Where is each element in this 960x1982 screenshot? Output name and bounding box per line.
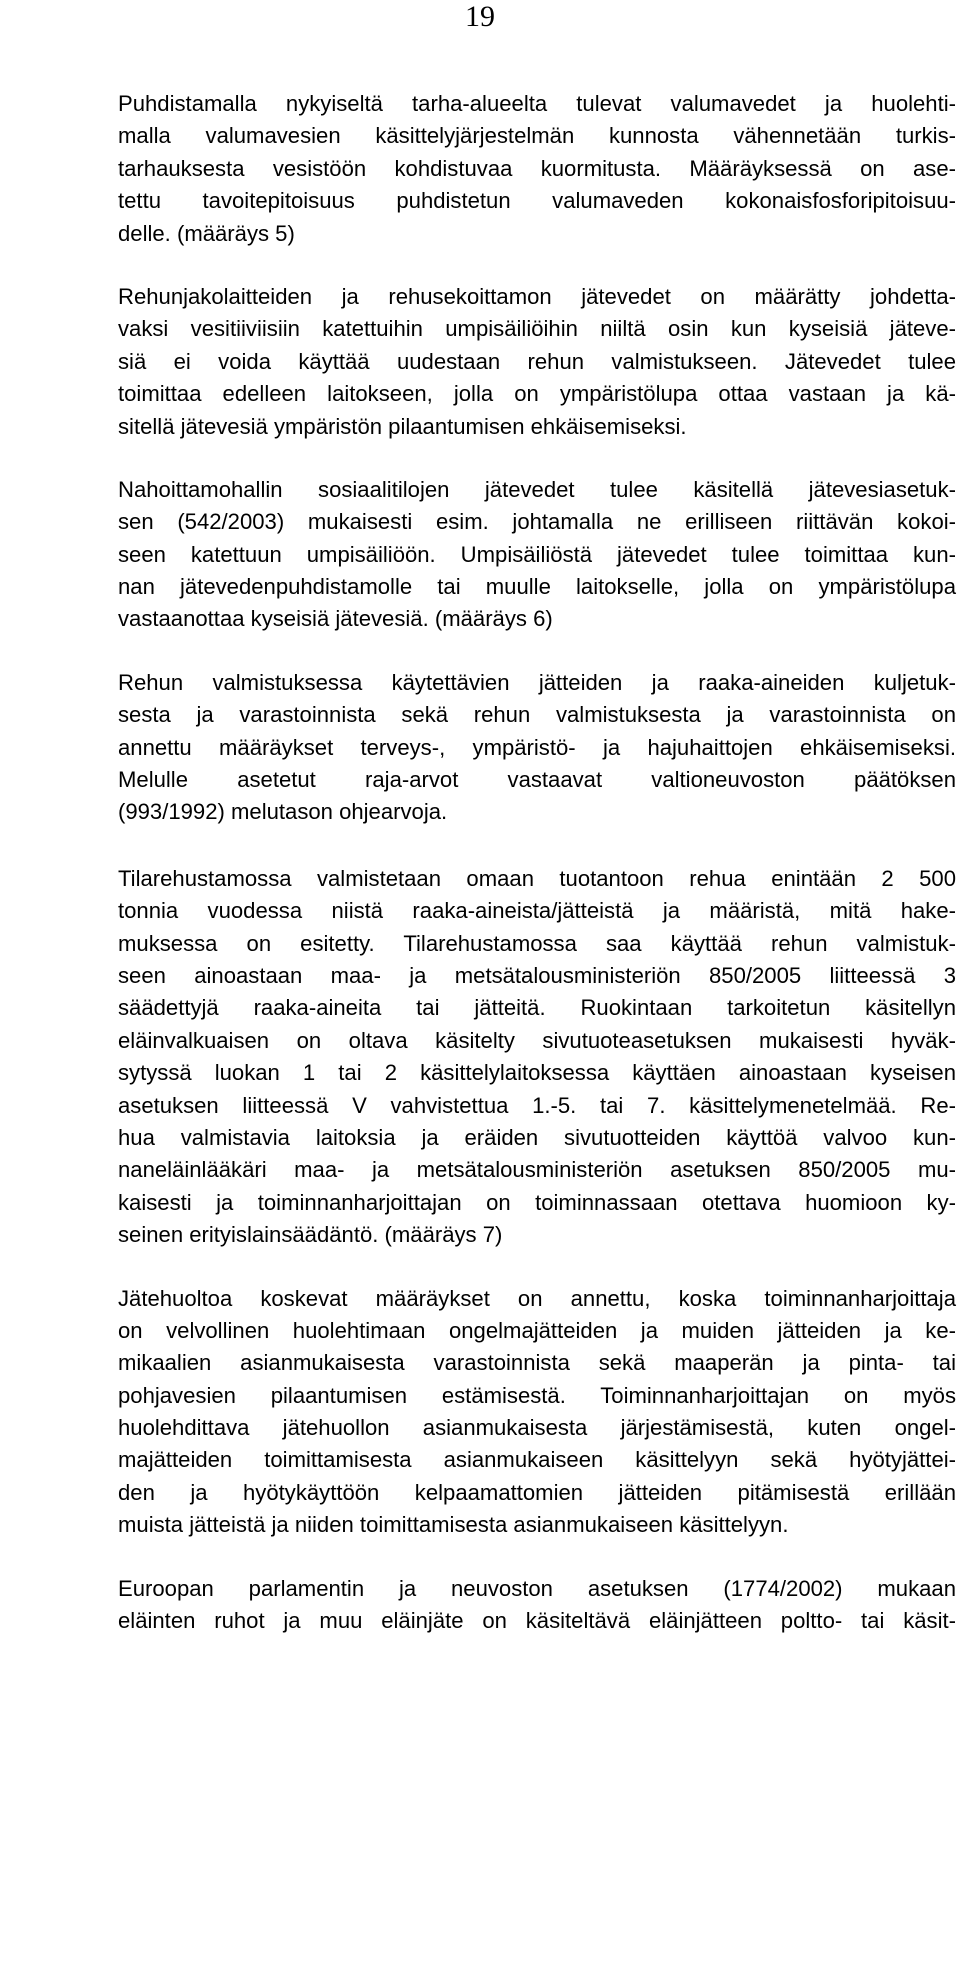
text-line: vaksi vesitiiviisiin katettuihin umpisäiliöihin niiltä osin kun kyseisiä jäteve-	[118, 316, 956, 342]
paragraph	[118, 1283, 956, 1542]
text-line: Melulle asetetut raja-arvot vastaavat valtioneuvoston päätöksen	[118, 767, 956, 793]
paragraph-spacer	[118, 250, 956, 281]
text-line: seen ainoastaan maa- ja metsätalousministeriön 850/2005 liitteessä 3	[118, 962, 956, 988]
text-line: muksessa on esitetty. Tilarehustamossa saa käyttää rehun valmistuk-	[118, 930, 956, 956]
text-line: seinen erityislainsäädäntö. (määräys 7)	[118, 1222, 503, 1248]
text-line: pohjavesien pilaantumisen estämisestä. Toiminnanharjoittajan on myös	[118, 1382, 956, 1408]
text-line: asetuksen liitteessä V vahvistettua 1.-5. tai 7. käsittelymenetelmää. Re-	[118, 1092, 956, 1118]
text-line: Tilarehustamossa valmistetaan omaan tuotantoon rehua enintään 2 500	[118, 865, 956, 891]
text-line: annettu määräykset terveys-, ympäristö- ja hajuhaittojen ehkäisemiseksi.	[118, 734, 956, 760]
paragraph	[118, 474, 956, 636]
paragraph	[118, 88, 956, 250]
text-line: mikaalien asianmukaisesta varastoinnista sekä maaperän ja pinta- tai	[118, 1350, 956, 1376]
paragraph-spacer	[118, 636, 956, 667]
text-line: Rehun valmistuksessa käytettävien jätteiden ja raaka-aineiden kuljetuk-	[118, 669, 956, 695]
text-line: eläinvalkuaisen on oltava käsitelty sivutuoteasetuksen mukaisesti hyväk-	[118, 1027, 956, 1053]
text-line: delle. (määräys 5)	[118, 220, 295, 246]
text-line: Rehunjakolaitteiden ja rehusekoittamon jätevedet on määrätty johdetta-	[118, 283, 956, 309]
text-line: eläinten ruhot ja muu eläinjäte on käsiteltävä eläinjätteen poltto- tai käsit-	[118, 1608, 956, 1634]
text-line: hua valmistavia laitoksia ja eräiden sivutuotteiden käyttöä valvoo kun-	[118, 1124, 956, 1150]
text-line: muista jätteistä ja niiden toimittamisesta asianmukaiseen käsittelyyn.	[118, 1512, 789, 1538]
paragraph	[118, 667, 956, 829]
text-line: seen katettuun umpisäiliöön. Umpisäiliöstä jätevedet tulee toimittaa kun-	[118, 541, 956, 567]
text-line: toimittaa edelleen laitokseen, jolla on ympäristölupa ottaa vastaan ja kä-	[118, 381, 956, 407]
paragraph-spacer	[118, 829, 956, 863]
text-line: majätteiden toimittamisesta asianmukaiseen käsittelyyn sekä hyötyjättei-	[118, 1447, 956, 1473]
text-line: siä ei voida käyttää uudestaan rehun valmistukseen. Jätevedet tulee	[118, 348, 956, 374]
paragraph	[118, 1573, 956, 1638]
text-line: on velvollinen huolehtimaan ongelmajätteiden ja muiden jätteiden ja ke-	[118, 1317, 956, 1343]
paragraph-spacer	[118, 1252, 956, 1283]
text-line: sitellä jätevesiä ympäristön pilaantumisen ehkäisemiseksi.	[118, 413, 687, 439]
text-line: tettu tavoitepitoisuus puhdistetun valumaveden kokonaisfosforipitoisuu-	[118, 188, 956, 214]
text-line: sesta ja varastoinnista sekä rehun valmistuksesta ja varastoinnista on	[118, 702, 956, 728]
text-line: vastaanottaa kyseisiä jätevesiä. (määräys 6)	[118, 606, 553, 632]
text-line: huolehdittava jätehuollon asianmukaisesta järjestämisestä, kuten ongel-	[118, 1415, 956, 1441]
text-line: naneläinlääkäri maa- ja metsätalousministeriön asetuksen 850/2005 mu-	[118, 1157, 956, 1183]
text-line: den ja hyötykäyttöön kelpaamattomien jätteiden pitämisestä erillään	[118, 1479, 956, 1505]
text-line: Puhdistamalla nykyiseltä tarha-alueelta tulevat valumavedet ja huolehti-	[118, 91, 956, 116]
text-line: sen (542/2003) mukaisesti esim. johtamalla ne erilliseen riittävän kokoi-	[118, 509, 956, 535]
paragraph-spacer	[118, 1542, 956, 1573]
paragraph-spacer	[118, 443, 956, 474]
paragraph	[118, 863, 956, 1252]
text-line: tarhauksesta vesistöön kohdistuvaa kuormitusta. Määräyksessä on ase-	[118, 155, 956, 181]
text-line: tonnia vuodessa niistä raaka-aineista/jätteistä ja määristä, mitä hake-	[118, 898, 956, 924]
text-line: (993/1992) melutason ohjearvoja.	[118, 799, 448, 825]
page-number: 19	[465, 0, 495, 33]
text-line: kaisesti ja toiminnanharjoittajan on toiminnassaan otettava huomioon ky-	[118, 1189, 956, 1215]
text-line: Euroopan parlamentin ja neuvoston asetuksen (1774/2002) mukaan	[118, 1575, 956, 1601]
text-line: malla valumavesien käsittelyjärjestelmän kunnosta vähennetään turkis-	[118, 123, 956, 149]
text-line: Nahoittamohallin sosiaalitilojen jätevedet tulee käsitellä jätevesiasetuk-	[118, 476, 956, 502]
text-line: Jätehuoltoa koskevat määräykset on annettu, koska toiminnanharjoittaja	[118, 1285, 956, 1311]
text-line: sytyssä luokan 1 tai 2 käsittelylaitoksessa käyttäen ainoastaan kyseisen	[118, 1060, 956, 1086]
text-line: säädettyjä raaka-aineita tai jätteitä. Ruokintaan tarkoitetun käsitellyn	[118, 995, 956, 1021]
text-line: nan jätevedenpuhdistamolle tai muulle laitokselle, jolla on ympäristölupa	[118, 574, 956, 600]
document-body	[118, 88, 956, 1637]
paragraph	[118, 281, 956, 443]
